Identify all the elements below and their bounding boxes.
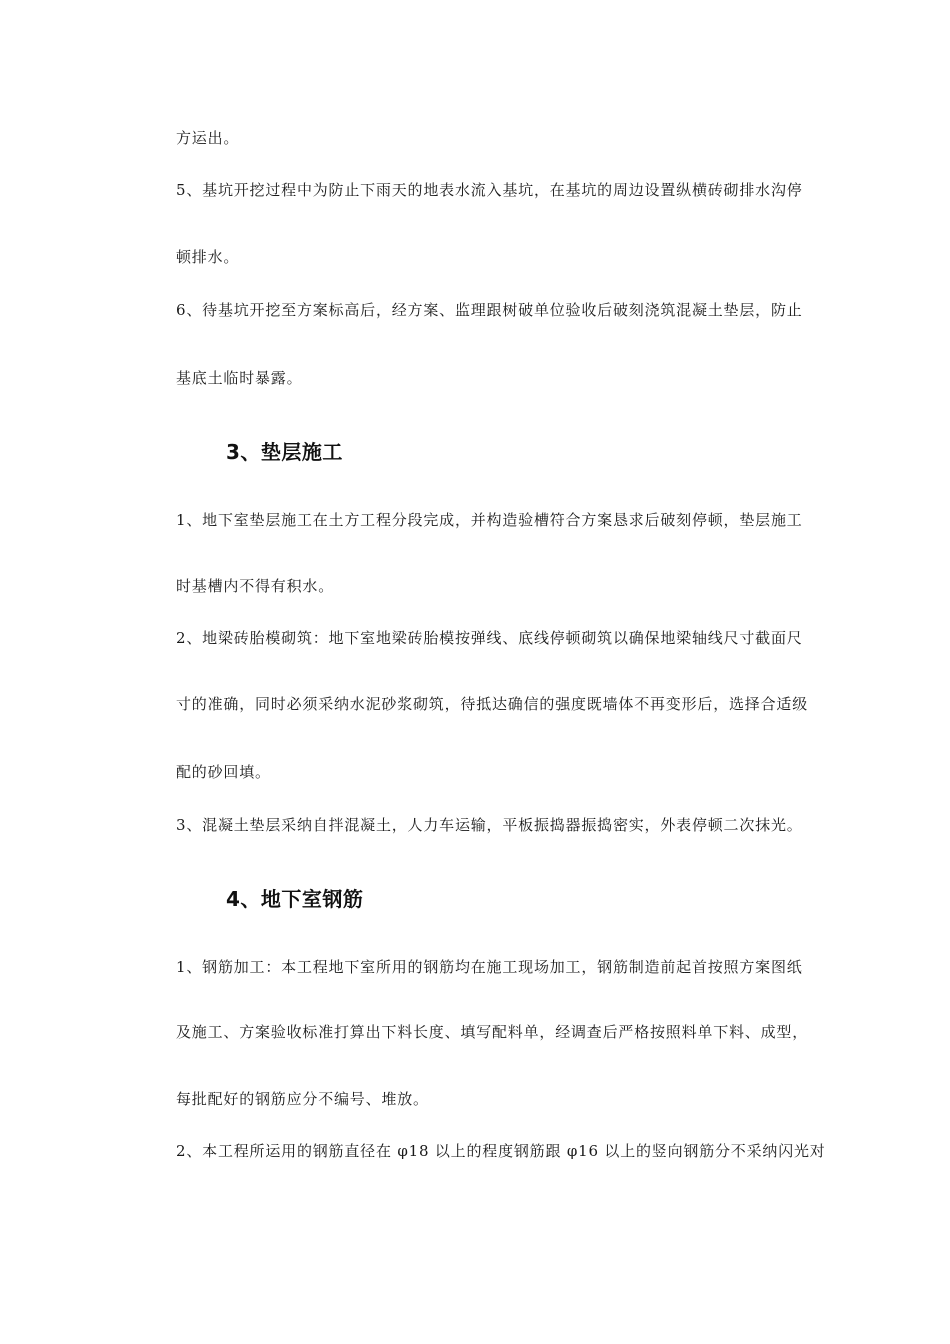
paragraph-line: 基底土临时暴露。 bbox=[176, 369, 303, 387]
paragraph-line: 每批配好的钢筋应分不编号、堆放。 bbox=[176, 1090, 429, 1108]
paragraph-line: 2、地梁砖胎模砌筑：地下室地梁砖胎模按弹线、底线停顿砌筑以确保地梁轴线尺寸截面尺 bbox=[176, 629, 803, 647]
paragraph-line: 5、基坑开挖过程中为防止下雨天的地表水流入基坑，在基坑的周边设置纵横砖砌排水沟停 bbox=[176, 181, 803, 199]
paragraph-line: 顿排水。 bbox=[176, 248, 240, 266]
paragraph-line: 及施工、方案验收标准打算出下料长度、填写配料单，经调查后严格按照料单下料、成型， bbox=[176, 1023, 809, 1041]
section-heading: 3、垫层施工 bbox=[226, 440, 343, 464]
paragraph-line: 时基槽内不得有积水。 bbox=[176, 577, 335, 595]
paragraph-line: 1、地下室垫层施工在土方工程分段完成，并构造验槽符合方案恳求后破刻停顿，垫层施工 bbox=[176, 511, 803, 529]
paragraph-line: 6、待基坑开挖至方案标高后，经方案、监理跟树破单位验收后破刻浇筑混凝土垫层，防止 bbox=[176, 301, 803, 319]
paragraph-line: 1、钢筋加工：本工程地下室所用的钢筋均在施工现场加工，钢筋制造前起首按照方案图纸 bbox=[176, 958, 803, 976]
paragraph-line: 寸的准确，同时必须采纳水泥砂浆砌筑，待抵达确信的强度既墙体不再变形后，选择合适级 bbox=[176, 695, 809, 713]
paragraph-line: 3、混凝土垫层采纳自拌混凝土，人力车运输，平板振捣器振捣密实，外表停顿二次抹光。 bbox=[176, 816, 803, 834]
section-heading: 4、地下室钢筋 bbox=[226, 887, 364, 911]
paragraph-line: 配的砂回填。 bbox=[176, 763, 271, 781]
paragraph-line: 2、本工程所运用的钢筋直径在 φ18 以上的程度钢筋跟 φ16 以上的竖向钢筋分不采纳闪光对 bbox=[176, 1142, 826, 1160]
paragraph-line: 方运出。 bbox=[176, 129, 240, 147]
